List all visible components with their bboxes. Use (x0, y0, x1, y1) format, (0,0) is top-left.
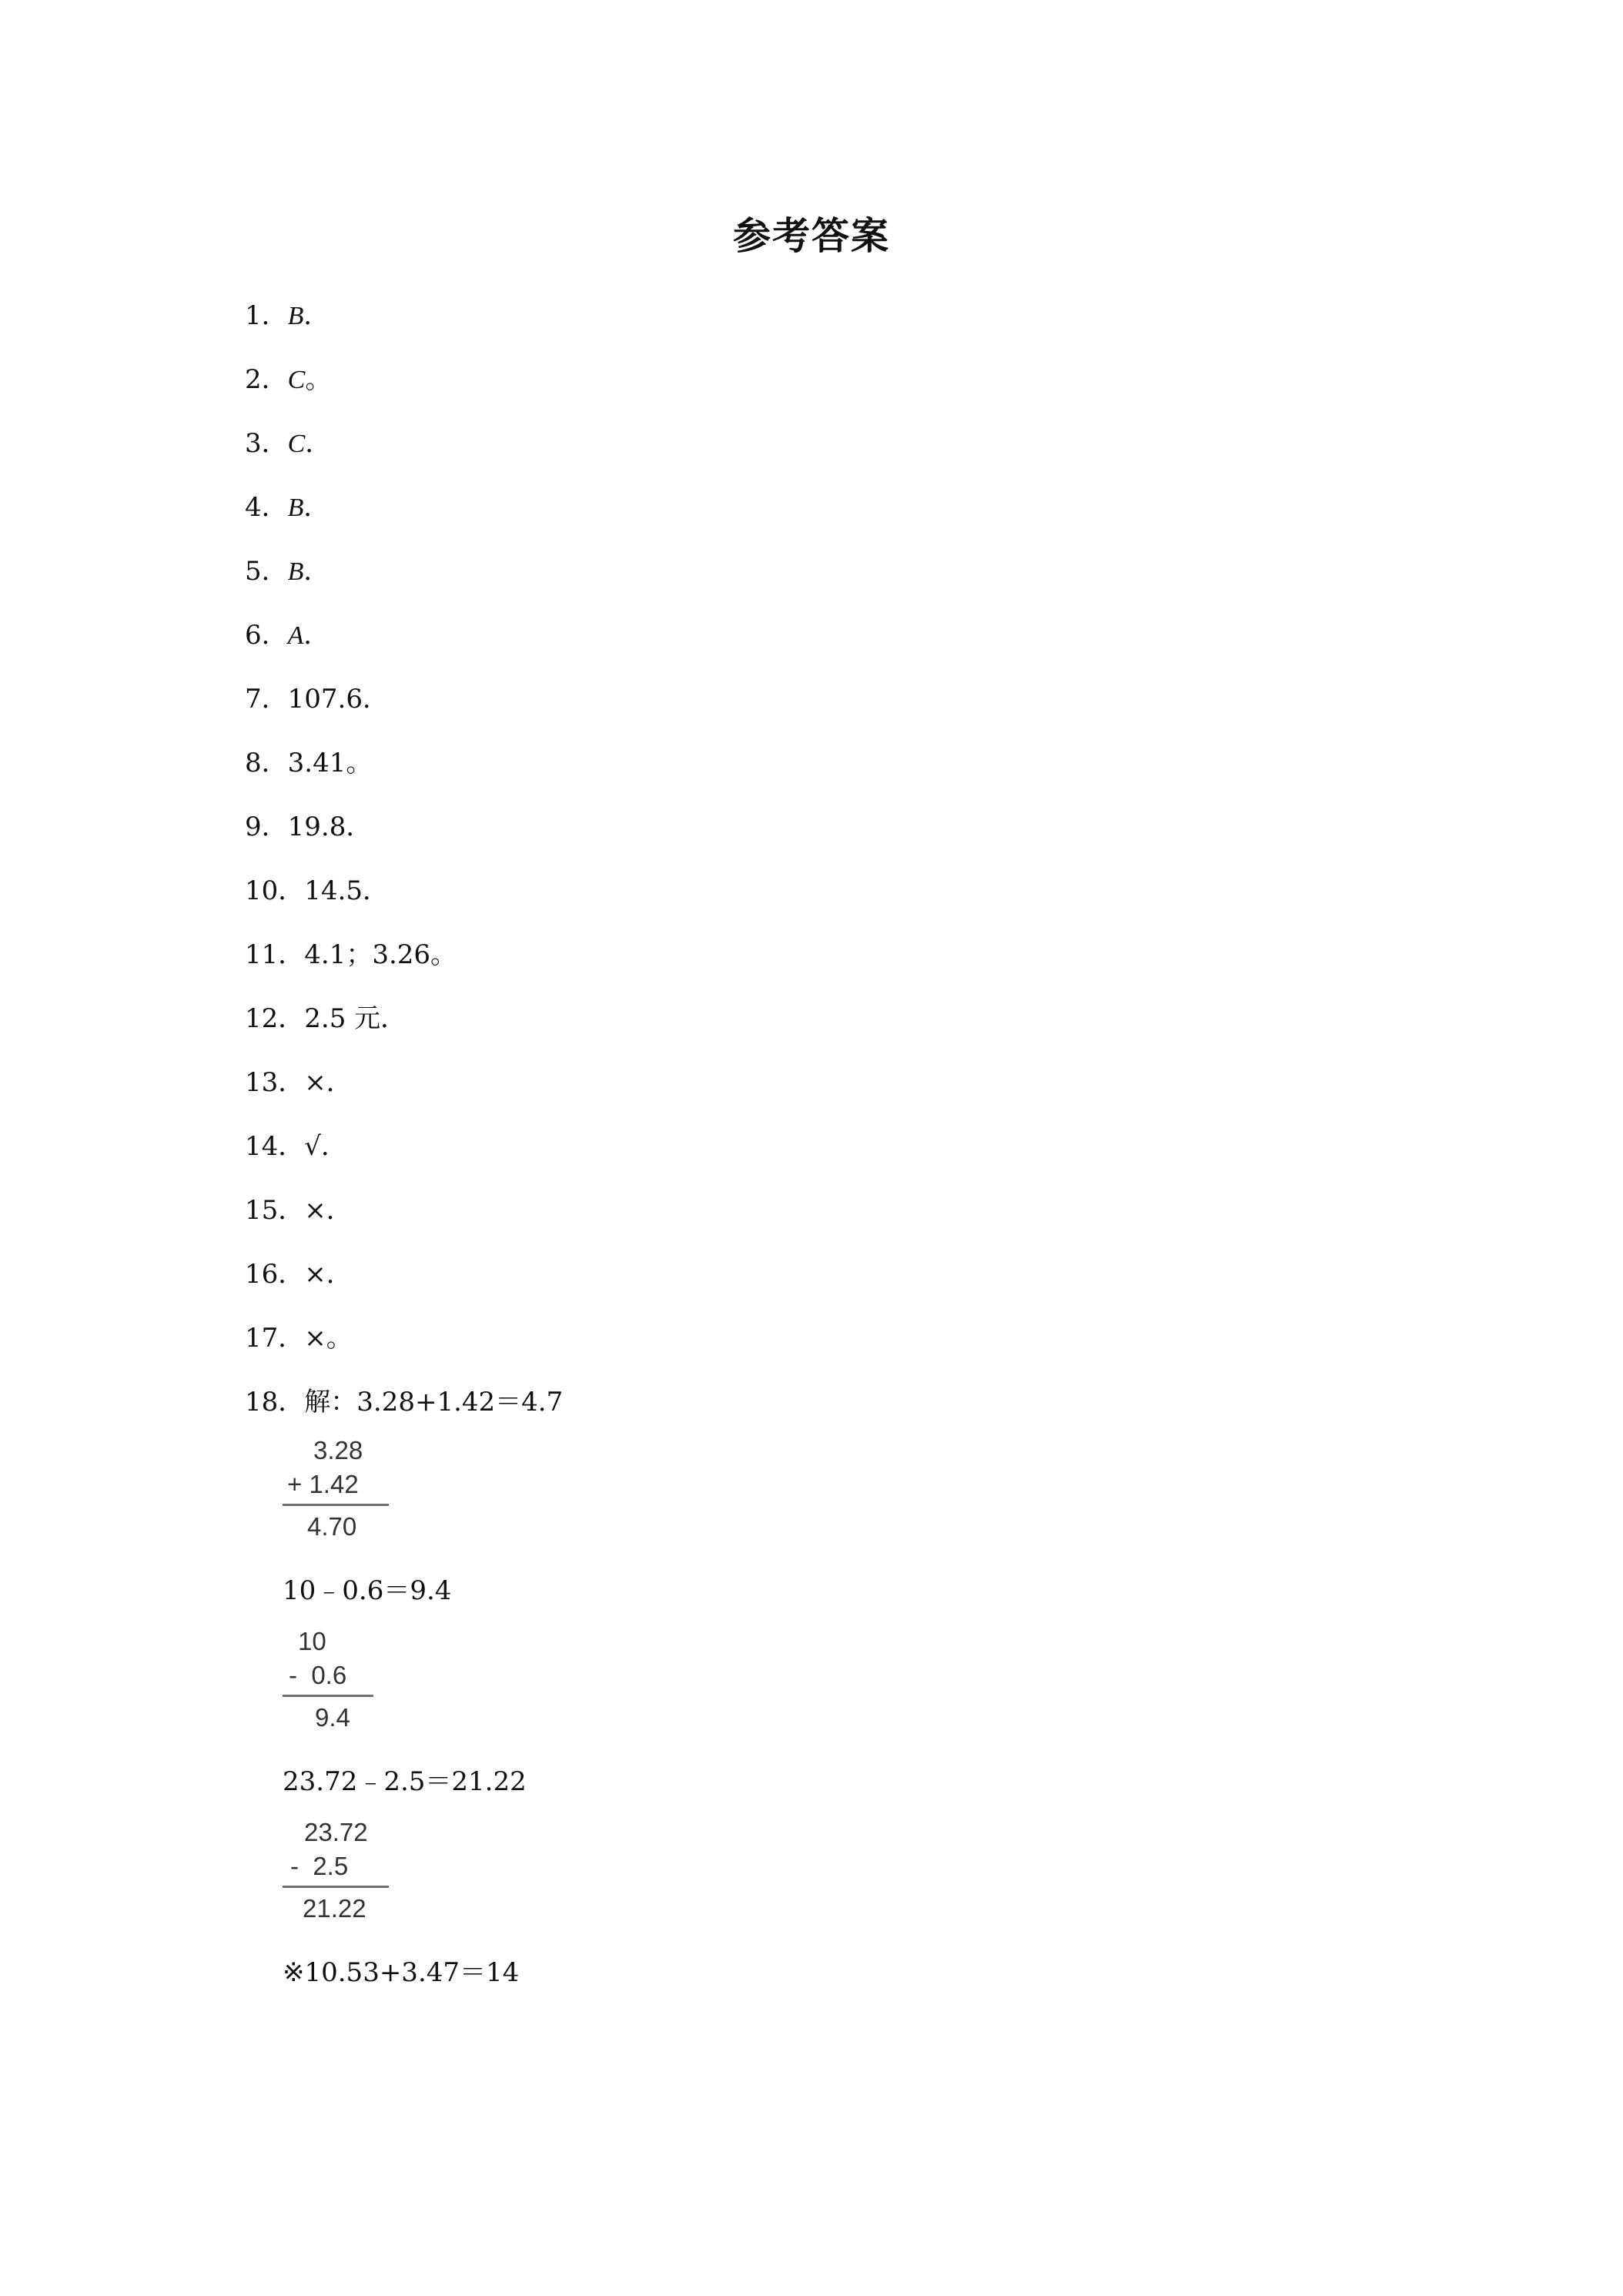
answer-text: 4.1；3.26 (304, 939, 431, 970)
answer-text: × (304, 1323, 326, 1354)
answer-text: 19.8 (287, 812, 346, 842)
answer-number: 12． (245, 1003, 305, 1034)
answer-punct: 。 (346, 748, 373, 778)
calc-operator-line: - 2.5 (290, 1852, 349, 1880)
answer-text: × (304, 1067, 326, 1098)
answer-number: 15． (245, 1195, 305, 1226)
answer-punct: ． (303, 620, 330, 651)
answer-punct: ． (326, 1067, 353, 1098)
answer-number: 11． (245, 939, 305, 970)
calc-operator-line: + 1.42 (287, 1470, 359, 1498)
answer-text: C (287, 366, 306, 394)
answer-item (245, 552, 563, 616)
calc-operand: 3.28 (313, 1436, 363, 1464)
answer-item (245, 935, 563, 999)
answer-item (245, 1127, 563, 1191)
answer-punct: ． (326, 1259, 353, 1290)
answer-punct: ． (362, 684, 389, 715)
equation-line: 10﹣0.6＝9.4 (283, 1575, 452, 1606)
answer-number: 6． (245, 620, 288, 651)
calc-operand: 10 (298, 1627, 326, 1655)
equation-line: 23.72﹣2.5＝21.22 (283, 1766, 527, 1797)
answer-item (245, 424, 563, 488)
answer-punct: ． (346, 812, 373, 842)
answer-item (245, 1191, 563, 1255)
answer-number: 17． (245, 1323, 305, 1354)
answer-item (245, 808, 563, 872)
answer-list (245, 296, 563, 1447)
answer-text: C (287, 430, 306, 458)
answer-number: 10． (245, 875, 305, 906)
answer-text: × (304, 1195, 326, 1226)
answer-punct: ． (303, 492, 330, 523)
answer-number: 7． (245, 684, 288, 715)
answer-item (245, 872, 563, 935)
calc-divider (283, 1886, 389, 1888)
answer-text: 解：3.28+1.42＝4.7 (304, 1387, 564, 1417)
answer-text: √ (304, 1131, 321, 1162)
answer-number: 18． (245, 1387, 305, 1417)
answer-punct: ． (305, 428, 332, 459)
answer-number: 5． (245, 556, 288, 587)
answer-punct: ． (303, 556, 330, 587)
answer-punct: 。 (305, 364, 332, 395)
answer-item (245, 1319, 563, 1383)
calc-divider (283, 1695, 373, 1697)
calc-operand: 23.72 (304, 1818, 368, 1846)
answer-punct: 。 (326, 1323, 353, 1354)
answer-text: B (287, 302, 304, 330)
answer-punct: 。 (430, 939, 457, 970)
answer-number: 14． (245, 1131, 305, 1162)
answer-item (245, 999, 563, 1063)
answer-number: 2． (245, 364, 288, 395)
answer-item (245, 616, 563, 680)
page-title: 参考答案 (732, 214, 890, 258)
answer-text: 14.5 (304, 875, 363, 906)
calc-divider (283, 1504, 389, 1506)
answer-number: 1． (245, 300, 288, 331)
answer-text: B (287, 494, 304, 522)
answer-item (245, 744, 563, 808)
answer-punct: ． (362, 875, 389, 906)
answer-number: 4． (245, 492, 288, 523)
answer-punct: ． (303, 300, 330, 331)
vertical-calculation (283, 1434, 389, 1544)
vertical-calculation (283, 1816, 389, 1926)
answer-text: × (304, 1259, 326, 1290)
answer-text: 107.6 (287, 684, 363, 715)
calc-result: 9.4 (315, 1703, 350, 1732)
calc-result: 21.22 (303, 1894, 366, 1923)
calc-operator-line: - 0.6 (289, 1661, 347, 1689)
answer-item (245, 1255, 563, 1319)
answer-number: 8． (245, 748, 288, 778)
answer-item (245, 488, 563, 552)
answer-text: 2.5 元 (304, 1003, 381, 1034)
answer-number: 13． (245, 1067, 305, 1098)
answer-item (245, 1063, 563, 1127)
answer-item (245, 680, 563, 744)
answer-number: 9． (245, 812, 288, 842)
vertical-calculation (283, 1625, 373, 1735)
answer-text: 3.41 (287, 748, 346, 778)
answer-item (245, 296, 563, 360)
answer-punct: ． (320, 1131, 347, 1162)
answer-number: 16． (245, 1259, 305, 1290)
answer-item (245, 360, 563, 424)
answer-number: 3． (245, 428, 288, 459)
answer-text: B (287, 557, 304, 586)
equation-line: ※10.53+3.47＝14 (283, 1957, 520, 1988)
answer-punct: ． (380, 1003, 407, 1034)
answer-punct: ． (326, 1195, 353, 1226)
answer-text: A (287, 621, 304, 650)
calc-result: 4.70 (307, 1512, 357, 1541)
